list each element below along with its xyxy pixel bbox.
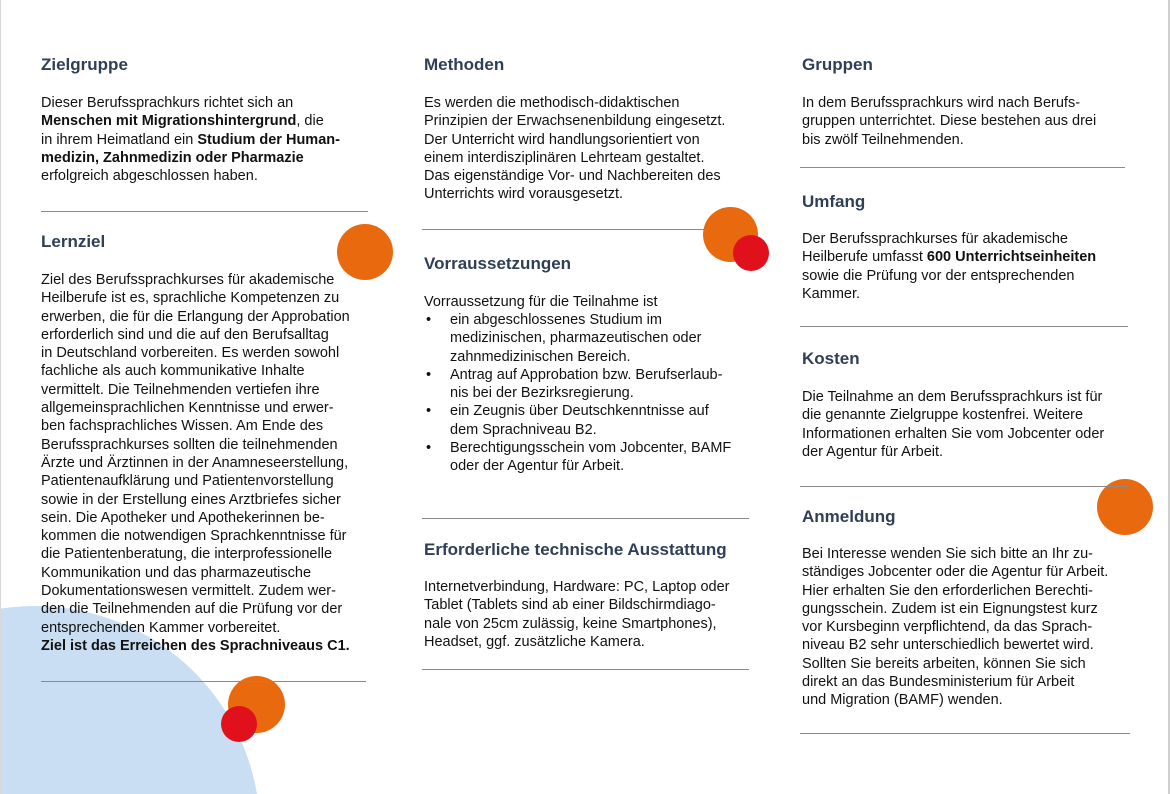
text-line: Tablet (Tablets sind ab einer Bildschirmdiago-	[424, 597, 716, 614]
text-line: fachliche als auch kommunikative Inhalte	[41, 363, 305, 380]
section-title-gruppen: Gruppen	[802, 55, 873, 74]
section-title-voraussetzungen: Vorraussetzungen	[424, 254, 572, 273]
page-left-edge	[0, 0, 1, 794]
bullet-icon: •	[426, 440, 432, 457]
umfang-text	[802, 230, 1096, 303]
bullet-icon: •	[426, 312, 432, 328]
text-line: In dem Berufssprachkurs wird nach Berufs-	[802, 95, 1081, 111]
red-dot-decoration	[733, 235, 769, 271]
text-line: erwerben, die für die Erlangung der Approbation	[41, 308, 350, 325]
section-divider	[422, 518, 749, 519]
text-line: die Patientenberatung, die interprofessionelle	[41, 546, 333, 563]
text-line: kommen die notwendigen Sprachkenntnisse für	[41, 528, 347, 545]
section-title-umfang: Umfang	[802, 192, 866, 211]
section-title-technische-ausstattung: Erforderliche technische Ausstattung	[424, 540, 727, 559]
text-line: einem interdisziplinären Lehrteam gestaltet.	[424, 149, 705, 166]
text-line: Antrag auf Approbation bzw. Berufserlaub-	[450, 366, 723, 383]
text-line: Ärzte und Ärztinnen in der Anamneseerstellung,	[41, 454, 349, 471]
section-title-kosten: Kosten	[802, 349, 860, 368]
text-line: bis zwölf Teilnehmenden.	[802, 131, 964, 148]
gruppen-text	[802, 94, 1096, 149]
text-line: Kammer.	[802, 285, 861, 302]
voraussetzungen-list	[424, 311, 731, 476]
text-line: gruppen unterrichtet. Diese bestehen aus drei	[802, 113, 1097, 130]
text-line: entsprechenden Kammer vorbereitet.	[41, 619, 281, 636]
text-line: Menschen mit Migrationshintergrund, die	[41, 113, 324, 130]
section-divider	[800, 486, 1130, 487]
text-line: dem Sprachniveau B2.	[450, 421, 597, 438]
text-line: Die Teilnahme an dem Berufssprachkurs ist für	[802, 389, 1103, 405]
list-item	[424, 439, 731, 476]
text-line: Berufssprachkurses sollten die teilnehmenden	[41, 436, 338, 453]
text-line: zahnmedizinischen Bereich.	[450, 348, 631, 365]
section-title-zielgruppe: Zielgruppe	[41, 55, 128, 74]
text-line: sowie die Prüfung vor der entsprechenden	[802, 267, 1075, 284]
text-line: Prinzipien der Erwachsenenbildung eingesetzt.	[424, 113, 726, 130]
orange-dot-decoration	[1097, 479, 1153, 535]
text-line: ben fachsprachliches Wissen. Am Ende des	[41, 418, 324, 435]
text-line: Hier erhalten Sie den erforderlichen Berechti-	[802, 582, 1093, 599]
text-line: in ihrem Heimatland ein Studium der Human-	[41, 131, 340, 148]
section-divider	[422, 669, 749, 670]
text-line: Der Unterricht wird handlungsorientiert von	[424, 131, 700, 148]
section-divider	[422, 229, 708, 230]
text-line: medizin, Zahnmedizin oder Pharmazie	[41, 149, 304, 166]
text-line: Patientenaufklärung und Patientenvorstellung	[41, 473, 334, 490]
text-line: ein abgeschlossenes Studium im	[450, 312, 662, 328]
bullet-icon: •	[426, 366, 432, 383]
text-line: Es werden die methodisch-didaktischen	[424, 95, 680, 111]
text-line: sein. Die Apotheker und Apothekerinnen be-	[41, 509, 325, 526]
section-divider	[41, 211, 368, 212]
text-line: Sollten Sie bereits arbeiten, können Sie sich	[802, 655, 1086, 672]
anmeldung-text	[802, 545, 1108, 710]
text-line: der Agentur für Arbeit.	[802, 443, 944, 460]
text-line: Internetverbindung, Hardware: PC, Laptop oder	[424, 579, 730, 595]
section-title-lernziel: Lernziel	[41, 232, 106, 251]
text-line: allgemeinsprachlichen Kenntnisse und erwer-	[41, 400, 334, 417]
text-line: nale von 25cm zulässig, keine Smartphones),	[424, 615, 717, 632]
section-divider	[800, 167, 1125, 168]
text-line: niveau B2 sehr unterschiedlich bewertet wird.	[802, 637, 1094, 654]
text-line: Dokumentationswesen vermittelt. Zudem wer-	[41, 583, 336, 600]
zielgruppe-text	[41, 94, 340, 185]
section-divider	[41, 681, 366, 682]
text-line-bold: Ziel ist das Erreichen des Sprachniveaus C1.	[41, 637, 350, 654]
text-line: gungsschein. Zudem ist ein Eignungstest kurz	[802, 600, 1098, 617]
text-line: in Deutschland vorbereiten. Es werden sowohl	[41, 345, 340, 362]
text-line: Vorraussetzung für die Teilnahme ist	[424, 294, 658, 310]
text-line: sowie in der Erstellung eines Arztbriefes sicher	[41, 491, 341, 508]
text-line: und Migration (BAMF) wenden.	[802, 692, 1003, 709]
voraussetzungen-intro	[424, 293, 657, 311]
text-line: Informationen erhalten Sie vom Jobcenter oder	[802, 425, 1105, 442]
text-line: den die Teilnehmenden auf die Prüfung vor der	[41, 601, 343, 618]
text-line: Der Berufssprachkurses für akademische	[802, 231, 1068, 247]
methoden-text	[424, 94, 725, 204]
text-line: Dieser Berufssprachkurs richtet sich an	[41, 95, 294, 111]
red-dot-decoration	[221, 706, 257, 742]
text-line: Unterrichts wird vorausgesetzt.	[424, 186, 624, 203]
section-title-methoden: Methoden	[424, 55, 505, 74]
list-item	[424, 311, 731, 366]
text-line: die genannte Zielgruppe kostenfrei. Weitere	[802, 407, 1084, 424]
list-item	[424, 402, 731, 439]
section-divider	[800, 733, 1130, 734]
text-line: erfolgreich abgeschlossen haben.	[41, 168, 258, 185]
text-line: Das eigenständige Vor- und Nachbereiten des	[424, 168, 721, 185]
text-line: vor Kursbeginn verpflichtend, da das Sprach-	[802, 619, 1093, 636]
text-line: Heilberufe umfasst 600 Unterrichtseinheiten	[802, 249, 1097, 266]
section-title-anmeldung: Anmeldung	[802, 507, 896, 526]
text-line: Ziel des Berufssprachkurses für akademische	[41, 272, 335, 288]
technik-text	[424, 578, 730, 651]
text-line: erforderlich sind und die auf den Berufsalltag	[41, 326, 329, 343]
kosten-text	[802, 388, 1104, 461]
text-line: Bei Interesse wenden Sie sich bitte an Ihr zu-	[802, 546, 1093, 562]
bullet-icon: •	[426, 403, 432, 420]
text-line: Heilberufe ist es, sprachliche Kompetenzen zu	[41, 290, 340, 307]
text-line: medizinischen, pharmazeutischen oder	[450, 330, 702, 347]
text-line: nis bei der Bezirksregierung.	[450, 385, 634, 402]
text-line: Headset, ggf. zusätzliche Kamera.	[424, 633, 645, 650]
text-line: ein Zeugnis über Deutschkenntnisse auf	[450, 403, 709, 420]
text-line: oder der Agentur für Arbeit.	[450, 458, 625, 475]
text-line: vermittelt. Die Teilnehmenden vertiefen ihre	[41, 381, 320, 398]
section-divider	[800, 326, 1128, 327]
list-item	[424, 366, 731, 403]
lernziel-text	[41, 271, 350, 655]
text-line: ständiges Jobcenter oder die Agentur für Arbeit.	[802, 564, 1109, 581]
text-line: direkt an das Bundesministerium für Arbeit	[802, 674, 1075, 691]
text-line: Kommunikation und das pharmazeutische	[41, 564, 312, 581]
text-line: Berechtigungsschein vom Jobcenter, BAMF	[450, 440, 732, 457]
